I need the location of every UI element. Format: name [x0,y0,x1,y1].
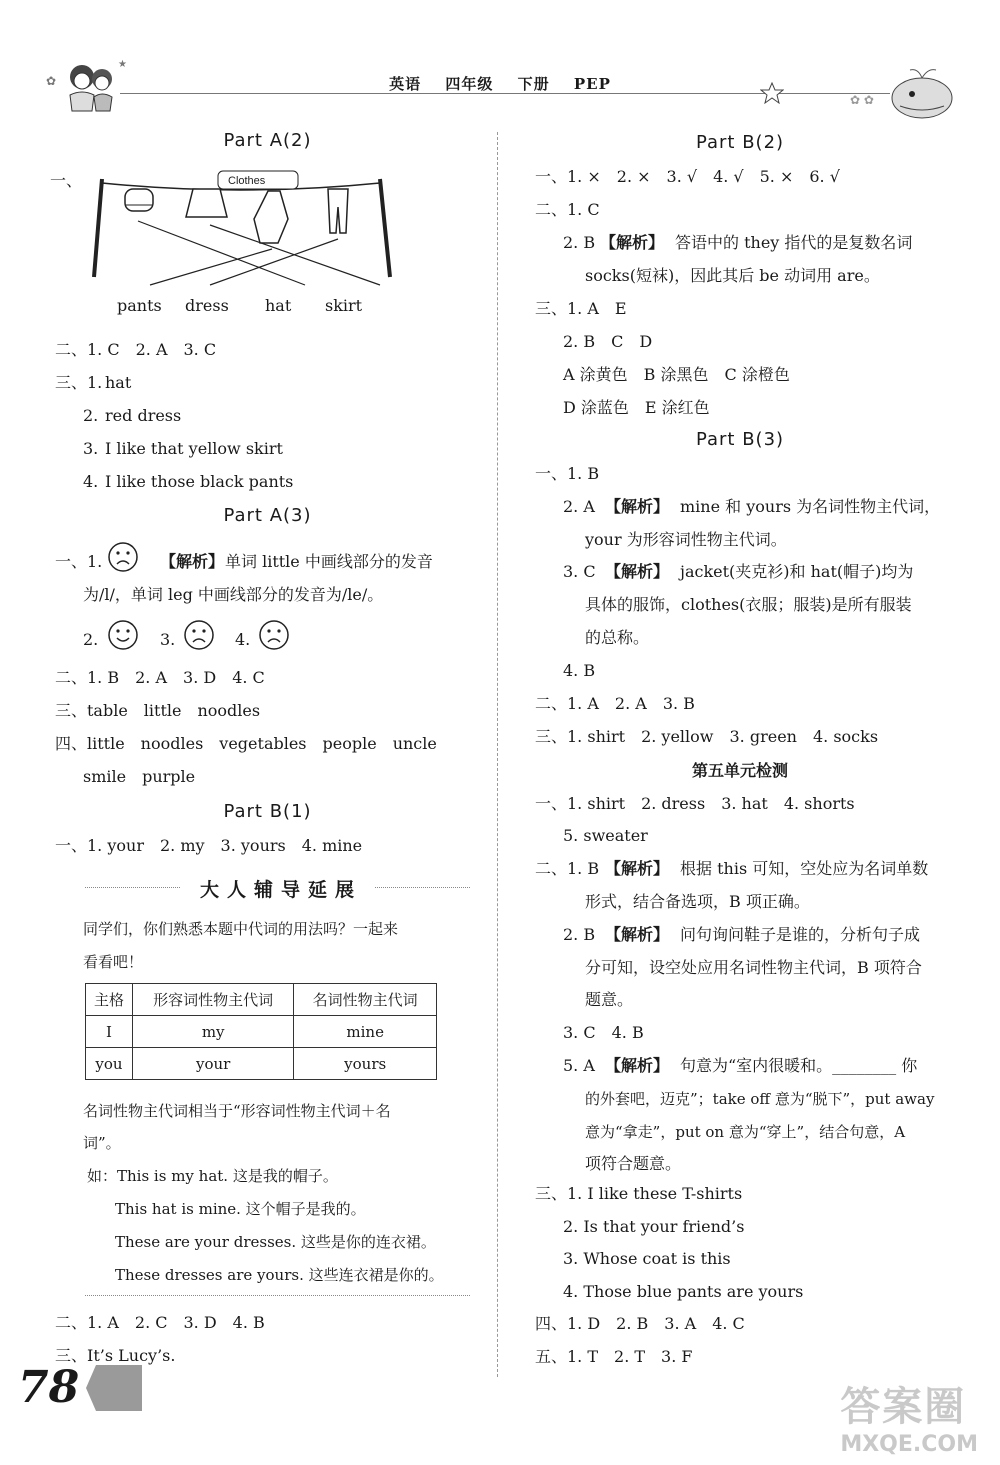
answer-line: 二、1. C [535,200,600,219]
analysis-text: 形式，结合备选项，B 项正确。 [585,892,810,911]
answer-num: 2. A [563,497,595,516]
answer-line: A 涂黄色 B 涂黑色 C 涂橙色 [563,365,790,384]
analysis-text: mine 和 yours 为名词性物主代词， [680,497,941,516]
answer-num: 3. [160,630,176,649]
section-title-part-a3: Part A(3) [223,505,312,526]
answer-num: 4. [235,630,251,649]
analysis-text: 句意为“室内很暖和。________ 你 [680,1056,918,1075]
answer-num: 2. B [563,233,596,252]
analysis-text: your 为形容词性物主代词。 [585,530,787,549]
table-cell: my [133,1016,294,1048]
analysis-text: 具体的服饰，clothes(衣服；服装)是所有服装 [585,595,912,614]
dotted-rule [85,1295,470,1296]
answer-line: 五、1. T 2. T 3. F [535,1347,693,1366]
analysis-tag: 【解析】 [605,562,670,581]
analysis-tag: 【解析】 [605,1056,670,1075]
example-line: This hat is mine. 这个帽子是我的。 [115,1200,366,1218]
answer-num: 5. A [563,1056,595,1075]
answer-line: 二、1. A 2. A 3. B [535,694,695,713]
answer-line: 三、1. shirt 2. yellow 3. green 4. socks [535,727,879,746]
analysis-text: 分可知，设空处应用名词性物主代词，B 项符合 [585,958,922,977]
sad-face-icon [258,619,290,651]
answer-line: 三、It’s Lucy’s. [55,1346,176,1365]
answer-text: I like that yellow skirt [105,439,283,458]
match-word-skirt: skirt [325,296,363,315]
watermark-url: MXQE.COM [840,1432,978,1457]
watermark [840,1375,978,1457]
header-edition: PEP [573,75,611,93]
watermark-logo-text: 答案圈 [840,1384,967,1430]
analysis-text: 意为“拿走”，put on 意为“穿上”，结合句意，A [585,1123,906,1141]
table-cell: mine [294,1016,437,1048]
section-title-part-b2: Part B(2) [695,132,785,153]
column-divider [497,132,498,1377]
sad-face-icon [107,541,139,573]
answer-label: 三、1. [55,373,103,392]
extension-text: 名词性物主代词相当于“形容词性物主代词＋名 [83,1102,391,1120]
analysis-text: 的总称。 [585,628,650,647]
analysis-text: 答语中的 they 指代的是复数名词 [675,233,913,252]
answer-line: 二、1. C 2. A 3. C [55,340,217,359]
answer-text: I like those black pants [105,472,294,491]
answer-text: red dress [105,406,182,425]
answer-line: 一、1. B [535,464,600,483]
answer-line: 一、1. your 2. my 3. yours 4. mine [55,836,363,855]
question-label: 一、 [50,171,83,190]
extension-text: 同学们，你们熟悉本题中代词的用法吗？一起来 [83,920,399,938]
analysis-tag: 【解析】 [605,497,670,516]
analysis-text: 根据 this 可知，空处应为名词单数 [680,859,929,878]
whale-illustration-icon [840,62,960,122]
table-header-cell: 名词性物主代词 [294,984,437,1016]
answer-line: 四、1. D 2. B 3. A 4. C [535,1314,745,1333]
table-row [86,1048,437,1080]
answer-num: 2. [83,630,99,649]
star-icon [760,82,784,104]
section-title-part-b1: Part B(1) [223,801,312,822]
svg-text:✿ ✿: ✿ ✿ [850,93,874,107]
answer-num: 二、1. B [535,859,600,878]
analysis-text: 单词 little 中画线部分的发音 [225,552,433,571]
page-tab-icon [86,1363,146,1413]
answer-text: hat [105,373,132,392]
section-title-unit5-test: 第五单元检测 [691,761,788,780]
answer-num: 2. [83,406,99,425]
page-number: 78 [18,1362,80,1413]
svg-text:✿: ✿ [46,74,57,88]
analysis-text: 项符合题意。 [585,1154,682,1173]
extension-text: 看看吧！ [83,953,144,971]
answer-line: 二、1. B 2. A 3. D 4. C [55,668,265,687]
analysis-text: socks(短袜)，因此其后 be 动词用 are。 [585,266,880,285]
answer-line: 三、1. A E [535,299,627,318]
answer-line: 2. Is that your friend’s [563,1217,745,1236]
table-cell: yours [294,1048,437,1080]
pronoun-table [85,983,437,1080]
table-cell: I [86,1016,133,1048]
example-line: These are your dresses. 这些是你的连衣裙。 [115,1233,436,1251]
analysis-text: 问句询问鞋子是谁的，分析句子成 [680,925,921,944]
page-header [0,0,1000,130]
dotted-rule [85,887,180,888]
table-header-cell: 形容词性物主代词 [133,984,294,1016]
header-subject: 英语 [389,75,422,93]
table-row [86,1016,437,1048]
extension-text: 词”。 [83,1134,121,1152]
answer-line: 5. sweater [563,826,648,845]
analysis-text: jacket(夹克衫)和 hat(帽子)均为 [680,562,914,581]
analysis-tag: 【解析】 [160,552,225,571]
table-header-row [86,984,437,1016]
answer-line: 一、1. shirt 2. dress 3. hat 4. shorts [535,794,855,813]
match-word-hat: hat [265,296,292,315]
match-word-dress: dress [185,296,229,315]
answer-line: 2. B C D [563,332,653,351]
answer-line: 二、1. A 2. C 3. D 4. B [55,1313,265,1332]
analysis-text: 的外套吧，迈克”；take off 意为“脱下”，put away [585,1090,935,1108]
header-grade: 四年级 [445,75,494,93]
answer-line: 4. B [563,661,596,680]
section-title-part-a2: Part A(2) [223,130,312,151]
answer-line: D 涂蓝色 E 涂红色 [563,398,710,417]
table-cell: your [133,1048,294,1080]
extension-banner: 大人辅导延展 [200,879,363,901]
dotted-rule [375,887,470,888]
answer-line: smile purple [83,767,196,786]
answer-num: 3. [83,439,99,458]
analysis-tag: 【解析】 [605,925,670,944]
analysis-tag: 【解析】 [605,859,670,878]
answer-line: 4. Those blue pants are yours [563,1282,804,1301]
answer-line: 3. Whose coat is this [563,1249,731,1268]
smile-face-icon [107,619,139,651]
table-cell: you [86,1048,133,1080]
table-header-cell: 主格 [86,984,133,1016]
answer-num: 一、1. [55,552,103,571]
answer-line: 三、1. I like these T-shirts [535,1184,743,1203]
clothes-sign-text: Clothes [228,175,266,187]
example-line: 如：This is my hat. 这是我的帽子。 [87,1167,338,1185]
match-word-pants: pants [117,296,162,315]
analysis-text: 题意。 [585,990,634,1009]
svg-text:★: ★ [118,59,127,70]
header-term: 下册 [517,75,550,93]
analysis-text: 为/l/，单词 leg 中画线部分的发音为/le/。 [83,585,384,604]
sad-face-icon [183,619,215,651]
answer-num: 3. C [563,562,596,581]
answer-line: 三、table little noodles [55,701,261,720]
section-title-part-b3: Part B(3) [695,429,785,450]
answer-num: 2. B [563,925,596,944]
answer-line: 3. C 4. B [563,1023,644,1042]
answer-line: 四、little noodles vegetables people uncle [55,734,437,753]
answer-line: 一、1. × 2. × 3. √ 4. √ 5. × 6. √ [535,167,840,186]
clothesline-matching-figure [90,167,430,292]
analysis-tag: 【解析】 [600,233,665,252]
answer-num: 4. [83,472,99,491]
example-line: These dresses are yours. 这些连衣裙是你的。 [115,1266,444,1284]
